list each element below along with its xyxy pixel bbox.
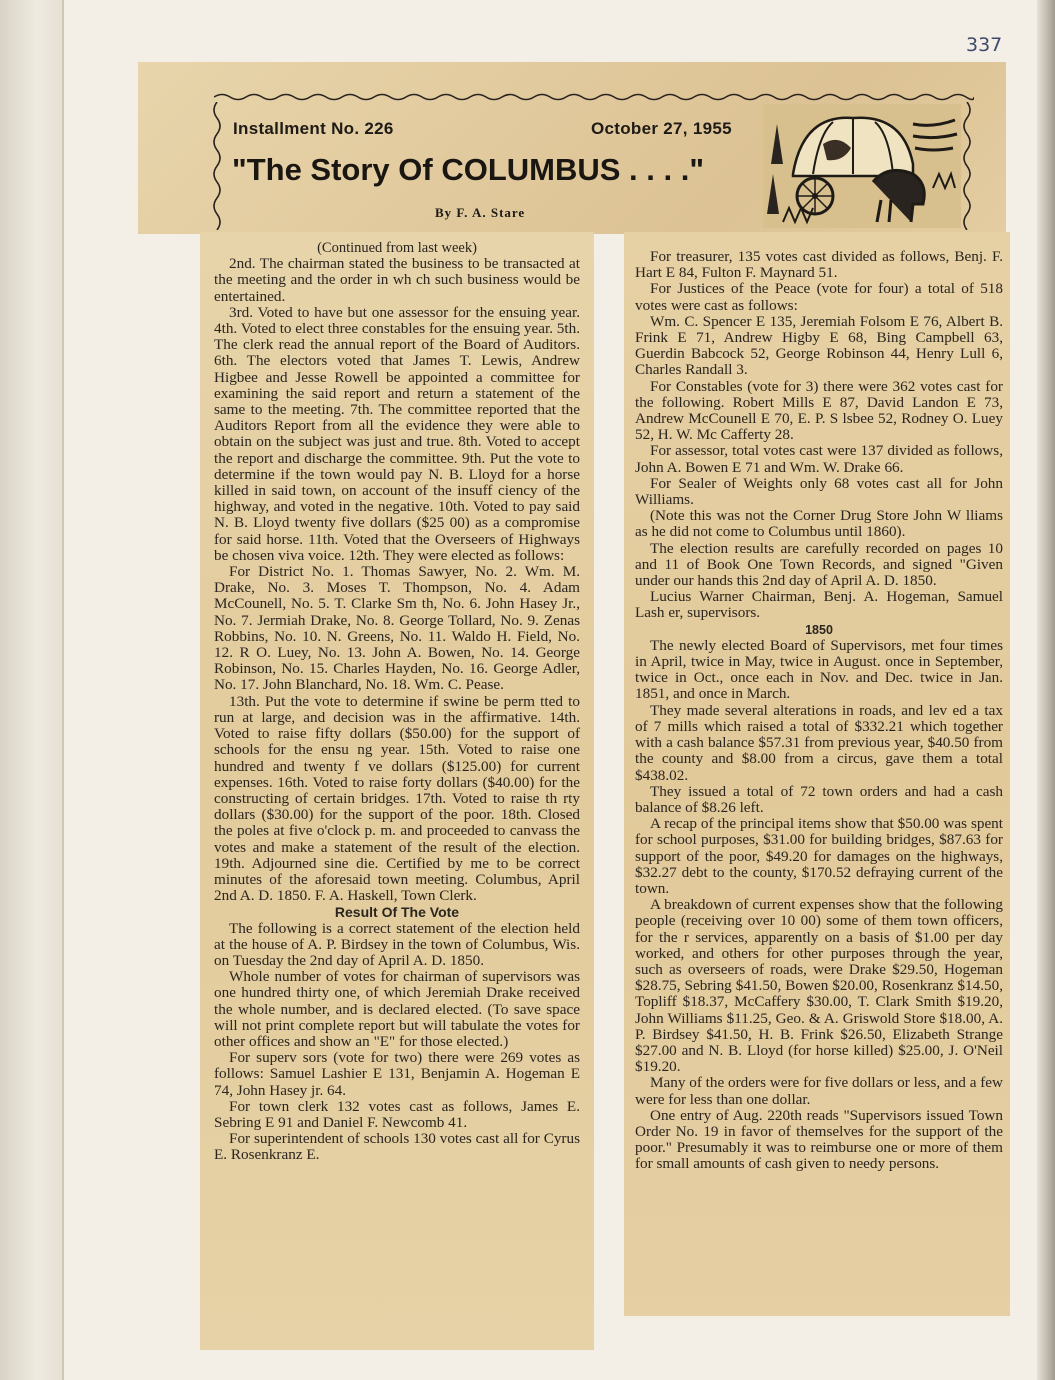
paragraph: For town clerk 132 votes cast as follows, James E. Sebring E 91 and Daniel F. Newcomb 41.: [214, 1097, 580, 1131]
publication-date: October 27, 1955: [591, 119, 732, 138]
continued-note: (Continued from last week): [317, 240, 477, 256]
installment-number: Installment No. 226: [233, 119, 394, 138]
paragraph: For Justices of the Peace (vote for four) a total of 518 votes were cast as follows:: [635, 280, 1003, 314]
year-heading: 1850: [805, 622, 833, 637]
paragraph: They issued a total of 72 town orders and had a cash balance of $8.26 left.: [635, 782, 1003, 816]
paragraph: 13th. Put the vote to determine if swine be perm tted to run at large, and decision was in the affirmative. 14th. Voted to raise fifty dollars ($50.00) for the support of schools for the ensu ng year. 15th. Voted to raise one hundred and twenty f ve dollars ($125.00) for current expenses. 16th. Voted to raise forty dollars ($40.00) for the constructing of certain bridges. 17th. Voted to raise th rty dollars ($30.00) for the support of the poor. 18th. Closed the poles at five o'clock p. m. and proceeded to canvass the votes and make a statement of the result of the election. 19th. Adjourned sine die. Certified by me to be correct minutes of the aforesaid town meeting. Columbus, April 2nd A. D. 1850. F. A. Haskell, Town Clerk.: [214, 692, 580, 905]
section-heading: Result Of The Vote: [334, 904, 460, 921]
paragraph: 3rd. Voted to have but one assessor for the ensuing year. 4th. Voted to elect three constables for the ensuing year. 5th. The clerk read the annual report of the Board of Auditors. 6th. The electors voted that James T. Lewis, Andrew Higbee and Jesse Rowell be appointed a committee for examining the said report and return a statement of the same to the meeting. 7th. The committee reported that the Auditors Report from all the evidence they were able to obtain on the subject was just and true. 8th. Voted to accept the report and discharge the committee. 9th. Put the vote to determine if the town would pay N. B. Lloyd for a horse killed in said town, on account of the insuff ciency of the highway, and voted in the negative. 10th. Voted to pay said N. B. Lloyd twenty five dollars ($25 00) as a compromise for said horse. 11th. Voted that the Overseers of Highways be chosen viva voice. 12th. They were elected as follows:: [214, 303, 580, 564]
page-number: 337: [966, 34, 1003, 56]
right-text-column: [635, 249, 1003, 1173]
paragraph: The newly elected Board of Supervisors, met four times in April, twice in May, twice in August. once in September, twice in Oct., once each in Nov. and Dec. twice in Jan. 1851, and once in March.: [635, 636, 1003, 703]
paragraph: (Note this was not the Corner Drug Store John W lliams as he did not come to Columbus until 1860).: [635, 507, 1003, 541]
paragraph: Lucius Warner Chairman, Benj. A. Hogeman, Samuel Lash er, supervisors.: [635, 588, 1003, 622]
paragraph: For superv sors (vote for two) there were 269 votes as follows: Samuel Lashier E 131, Benjamin A. Hogeman E 74, John Hasey jr. 64.: [214, 1049, 580, 1099]
paragraph: The following is a correct statement of the election held at the house of A. P. Birdsey in the town of Columbus, Wis. on Tuesday the 2nd day of April A. D. 1850.: [214, 919, 580, 969]
right-brace-border: [961, 102, 977, 230]
article-title: "The Story Of COLUMBUS . . . .": [232, 152, 705, 187]
binding-gutter: [0, 0, 64, 1380]
paragraph: For treasurer, 135 votes cast divided as follows, Benj. F. Hart E 84, Fulton F. Maynard 51.: [635, 248, 1003, 282]
left-brace-border: [207, 102, 223, 230]
covered-wagon-illustration: [763, 104, 961, 228]
paragraph: A recap of the principal items show that $50.00 was spent for school purposes, $31.00 for building bridges, $87.63 for support of the poor, $49.20 for damages on the highways, $32.27 debt to the county, $170.52 defraying current of the town.: [635, 815, 1003, 897]
paragraph: For assessor, total votes cast were 137 divided as follows, John A. Bowen E 71 and Wm. W. Drake 66.: [635, 442, 1003, 476]
paragraph: For superintendent of schools 130 votes cast all for Cyrus E. Rosenkranz E.: [214, 1130, 580, 1164]
paragraph: For Constables (vote for 3) there were 362 votes cast for the following. Robert Mills E 87, David Landon E 73, Andrew McCounell E 70, E. P. S lsbee 52, Rodney O. Luey 52, H. W. Mc Cafferty 28.: [635, 377, 1003, 444]
paragraph: The election results are carefully recorded on pages 10 and 11 of Book One Town Records, and signed "Given under our hands this 2nd day of April A. D. 1850.: [635, 539, 1003, 590]
paragraph: A breakdown of current expenses show that the following people (receiving over 10 00) some of them town officers, for the r services, apparently on a basis of $1.00 per day worked, and others for other purposes through the year, such as overseers of roads, were Drake $29.50, Hogeman $28.75, Sebring $41.50, Bowen $20.00, Rosenkranz $14.50, Topliff $18.37, McCaffery $30.00, T. Clark Smith $19.20, John Williams $11.25, Geo. & A. Griswold Store $18.00, A. P. Birdsey $41.50, H. B. Frink $26.50, Elizabeth Strange $27.00 and N. B. Lloyd (for horse killed) $25.00, J. O'Neil $19.20.: [635, 896, 1003, 1076]
left-text-column: [214, 240, 580, 1164]
page-edge: [1037, 0, 1055, 1380]
paragraph: For District No. 1. Thomas Sawyer, No. 2. Wm. M. Drake, No. 3. Moses T. Thompson, No. 4. Adam McCounell, No. 5. T. Clarke Sm th, No. 6. John Hasey Jr., No. 7. Jermiah Drake, No. 8. George Tollard, No. 9. Zenas Robbins, No. 10. N. Greens, No. 11. Waldo H. Field, No. 12. R O. Luey, No. 13. John A. Bowen, No. 14. George Robinson, No. 15. Charles Hayden, No. 16. George Adler, No. 17. John Blanchard, No. 18. Wm. C. Pease.: [214, 563, 580, 694]
byline: By F. A. Stare: [435, 205, 526, 220]
paragraph: One entry of Aug. 220th reads "Supervisors issued Town Order No. 19 in favor of themselves for the support of the poor." Presumably it was to reimburse one or more of them for small amounts of cash given to needy persons.: [635, 1106, 1003, 1173]
paragraph: Many of the orders were for five dollars or less, and a few were for less than one dollar.: [635, 1074, 1003, 1108]
paragraph: 2nd. The chairman stated the business to be transacted at the meeting and the order in wh ch such business would be entertained.: [214, 255, 580, 305]
decorative-wave-border: [214, 92, 974, 102]
paragraph: They made several alterations in roads, and lev ed a tax of 7 mills which raised a total of $332.21 which together with a cash balance $57.31 from previous year, $40.50 from the county and $8.00 from a circus, gave them a total $438.02.: [635, 701, 1003, 784]
paragraph: Wm. C. Spencer E 135, Jeremiah Folsom E 76, Albert B. Frink E 71, Andrew Higby E 68, Bing Campbell 63, Guerdin Babcock 52, George Robinson 44, Henry Lull 6, Charles Randall 3.: [635, 312, 1003, 379]
paragraph: For Sealer of Weights only 68 votes cast all for John Williams.: [635, 474, 1003, 509]
paragraph: Whole number of votes for chairman of supervisors was one hundred thirty one, of which Jeremiah Drake received the whole number, and is declared elected. (To save space will not print complete report but will tabulate the votes for other offices and show an "E" for those elected.): [214, 968, 580, 1050]
